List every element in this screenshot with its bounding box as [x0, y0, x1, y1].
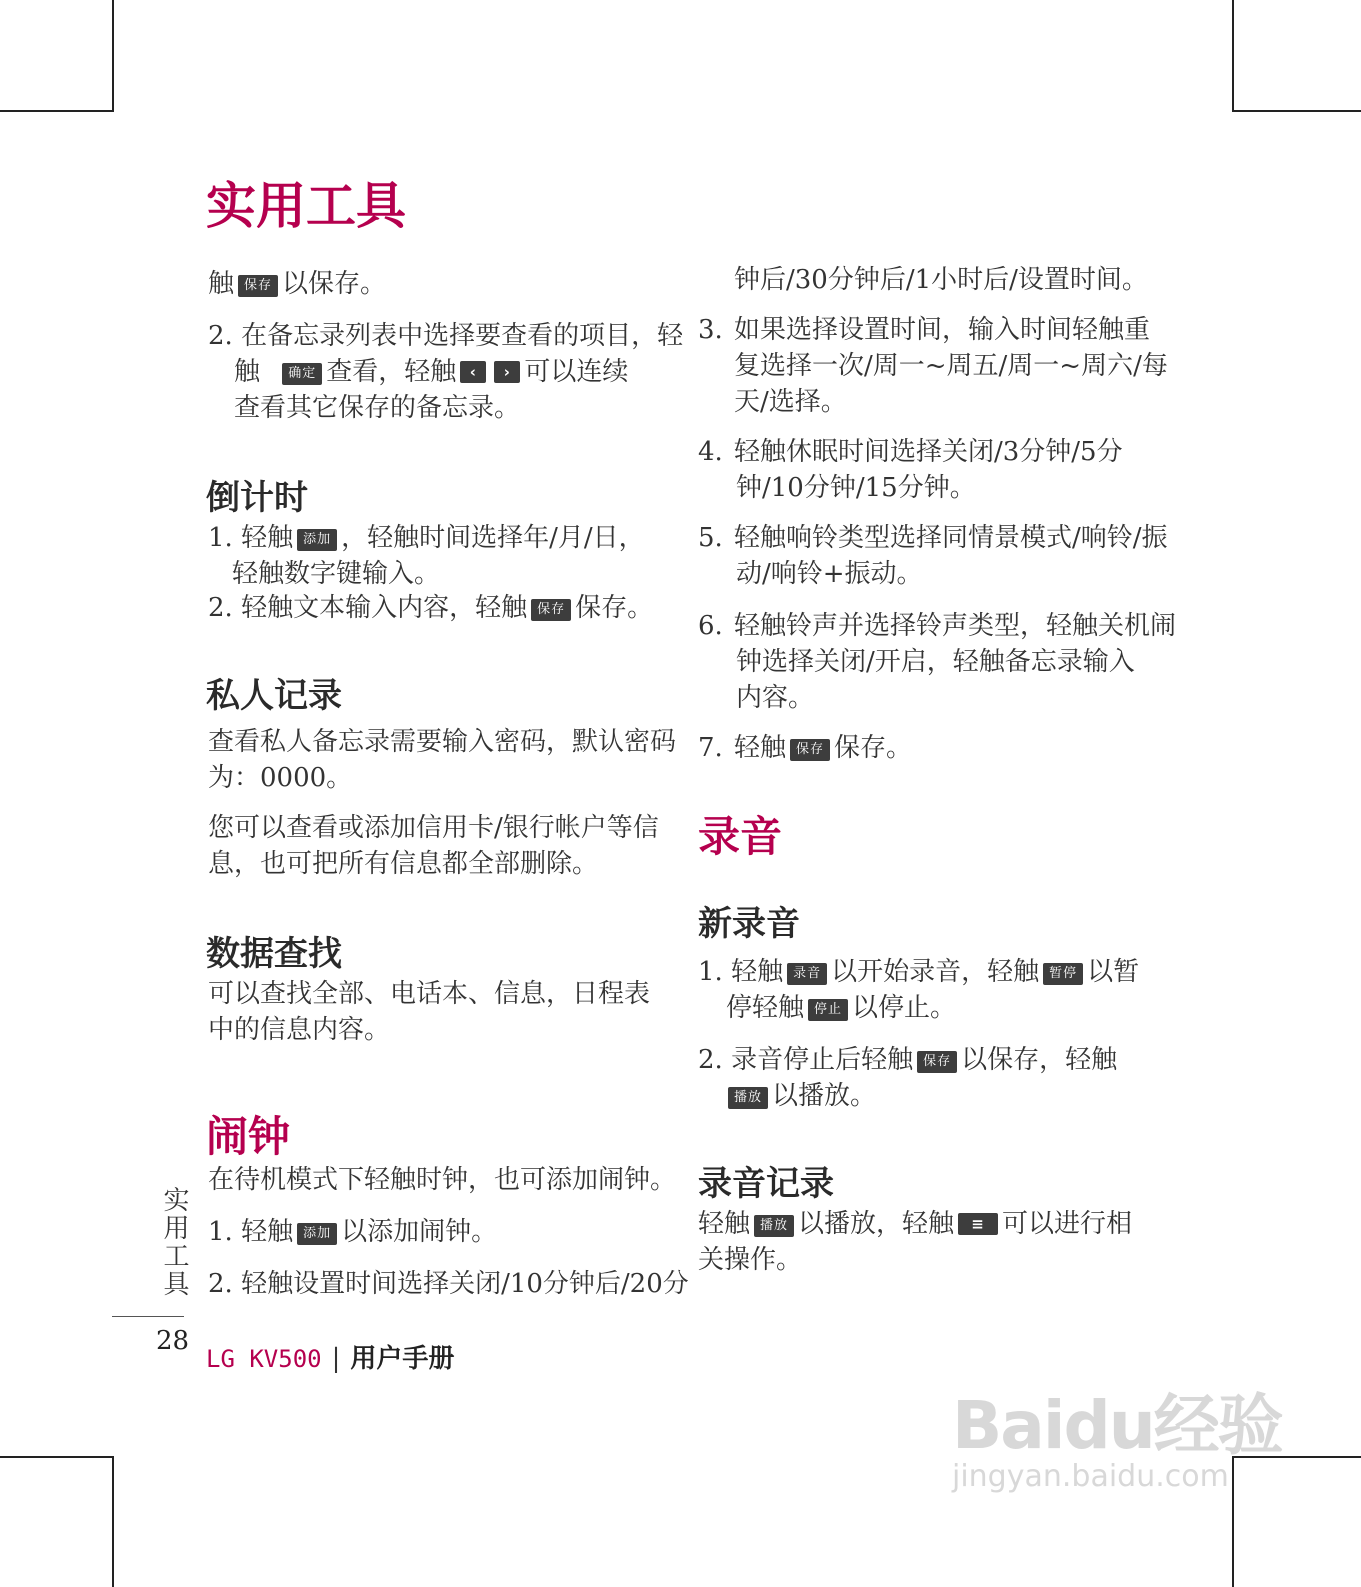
text: 停轻触 — [726, 993, 805, 1023]
sidebar-rule — [112, 1316, 184, 1317]
item-5-line-1: 轻触响铃类型选择同情景模式/响铃/振 — [734, 523, 1168, 553]
private-line-2: 为：0000。 — [208, 763, 353, 793]
newrec-line-1 — [698, 954, 1139, 990]
text: 2. 轻触文本输入内容，轻触 — [208, 593, 528, 623]
section-heading-recording-log: 录音记录 — [698, 1164, 834, 1204]
section-heading-search: 数据查找 — [206, 934, 342, 974]
memo-view-line-2 — [234, 354, 628, 390]
text: 以播放，轻触 — [798, 1209, 955, 1239]
play-key-icon: 播放 — [754, 1215, 794, 1237]
text: 以保存，轻触 — [961, 1045, 1118, 1075]
record-key-icon: 录音 — [787, 963, 827, 985]
text: 以开始录音，轻触 — [831, 957, 1040, 987]
countdown-line-3 — [208, 590, 653, 626]
text: 保存。 — [834, 733, 913, 763]
section-title-alarm: 闹钟 — [206, 1112, 291, 1161]
section-heading-countdown: 倒计时 — [206, 478, 308, 518]
alarm-line-3: 2. 轻触设置时间选择关闭/10分钟后/20分 — [208, 1269, 689, 1299]
watermark-logo: Baidu经验 — [952, 1387, 1282, 1464]
text: 以停止。 — [852, 993, 957, 1023]
text: 触 — [234, 357, 261, 387]
countdown-line-2: 轻触数字键输入。 — [232, 559, 441, 589]
item-5-line-2: 动/响铃+振动。 — [736, 559, 923, 589]
newrec-line-4 — [724, 1078, 876, 1114]
alarm-line-1: 在待机模式下轻触时钟，也可添加闹钟。 — [208, 1165, 677, 1195]
item-7-line-1 — [734, 730, 912, 766]
item-4-line-1: 轻触休眠时间选择关闭/3分钟/5分 — [734, 437, 1123, 467]
text: 以添加闹钟。 — [341, 1217, 498, 1247]
pause-key-icon: 暂停 — [1043, 963, 1083, 985]
newrec-line-2 — [726, 990, 956, 1026]
add-key-icon: 添加 — [297, 1223, 337, 1245]
alarm-line-4: 钟后/30分钟后/1小时后/设置时间。 — [734, 265, 1148, 295]
text: 1. 轻触 — [208, 523, 294, 553]
sidebar-chapter-label: 实用工具 — [159, 1186, 189, 1298]
memo-view-line-1: 2. 在备忘录列表中选择要查看的项目，轻 — [208, 321, 684, 351]
footer-separator: | — [331, 1344, 341, 1374]
text: 查看，轻触 — [326, 357, 457, 387]
crop-mark — [1232, 110, 1361, 112]
text: 1. 轻触 — [698, 957, 784, 987]
reclog-line-2: 关操作。 — [698, 1245, 803, 1275]
memo-view-line-3: 查看其它保存的备忘录。 — [234, 393, 521, 423]
crop-mark — [1232, 0, 1234, 112]
text: 1. 轻触 — [208, 1217, 294, 1247]
item-number-5: 5. — [698, 523, 723, 553]
left-arrow-icon: ‹ — [460, 361, 486, 383]
section-heading-new-recording: 新录音 — [698, 904, 800, 944]
crop-mark — [112, 0, 114, 112]
text: 轻触 — [698, 1209, 751, 1239]
text: 可以进行相 — [1002, 1209, 1133, 1239]
item-6-line-1: 轻触铃声并选择铃声类型，轻触关机闹 — [734, 611, 1177, 641]
crop-mark — [0, 1456, 112, 1458]
item-4-line-2: 钟/10分钟/15分钟。 — [736, 473, 976, 503]
right-arrow-icon: › — [494, 361, 520, 383]
page-title: 实用工具 — [206, 176, 406, 235]
item-3-line-2: 复选择一次/周一~周五/周一~周六/每 — [734, 351, 1168, 381]
save-key-icon: 保存 — [238, 275, 278, 297]
footer-manual-label: 用户手册 — [350, 1344, 455, 1374]
countdown-line-1 — [208, 520, 645, 556]
text: 以暂 — [1087, 957, 1140, 987]
newrec-line-3 — [698, 1042, 1117, 1078]
item-number-3: 3. — [698, 315, 723, 345]
crop-mark — [112, 1456, 114, 1587]
item-number-6: 6. — [698, 611, 723, 641]
private-line-4: 息，也可把所有信息都全部删除。 — [208, 849, 599, 879]
add-key-icon: 添加 — [297, 529, 337, 551]
footer-brand: LG KV500 — [206, 1345, 322, 1373]
item-3-line-3: 天/选择。 — [734, 387, 847, 417]
text: 2. 录音停止后轻触 — [698, 1045, 914, 1075]
section-heading-private: 私人记录 — [206, 676, 342, 716]
save-key-icon: 保存 — [917, 1051, 957, 1073]
footer — [206, 1338, 454, 1375]
text: ，轻触时间选择年/月/日， — [341, 523, 645, 553]
text: 保存。 — [575, 593, 654, 623]
confirm-key-icon: 确定 — [282, 363, 322, 385]
reclog-line-1 — [698, 1206, 1132, 1242]
crop-mark — [0, 110, 112, 112]
search-line-1: 可以查找全部、电话本、信息，日程表 — [208, 979, 651, 1009]
play-key-icon: 播放 — [728, 1087, 768, 1109]
alarm-line-2 — [208, 1214, 497, 1250]
text: 轻触 — [734, 733, 787, 763]
menu-key-icon: ≡ — [958, 1213, 998, 1235]
section-title-record: 录音 — [698, 812, 783, 861]
memo-save-line — [208, 266, 386, 302]
text: 以保存。 — [282, 269, 387, 299]
item-3-line-1: 如果选择设置时间，输入时间轻触重 — [734, 315, 1151, 345]
save-key-icon: 保存 — [531, 599, 571, 621]
page-number: 28 — [156, 1326, 190, 1356]
watermark-url: jingyan.baidu.com — [952, 1459, 1229, 1494]
item-6-line-2: 钟选择关闭/开启，轻触备忘录输入 — [736, 647, 1135, 677]
search-line-2: 中的信息内容。 — [208, 1015, 391, 1045]
text: 可以连续 — [524, 357, 629, 387]
watermark — [952, 1372, 1282, 1494]
item-number-4: 4. — [698, 437, 723, 467]
private-line-1: 查看私人备忘录需要输入密码，默认密码 — [208, 727, 677, 757]
item-number-7: 7. — [698, 733, 723, 763]
stop-key-icon: 停止 — [808, 999, 848, 1021]
private-line-3: 您可以查看或添加信用卡/银行帐户等信 — [208, 813, 659, 843]
item-6-line-3: 内容。 — [736, 683, 815, 713]
text: 触 — [208, 269, 235, 299]
text: 以播放。 — [772, 1081, 877, 1111]
save-key-icon: 保存 — [790, 739, 830, 761]
